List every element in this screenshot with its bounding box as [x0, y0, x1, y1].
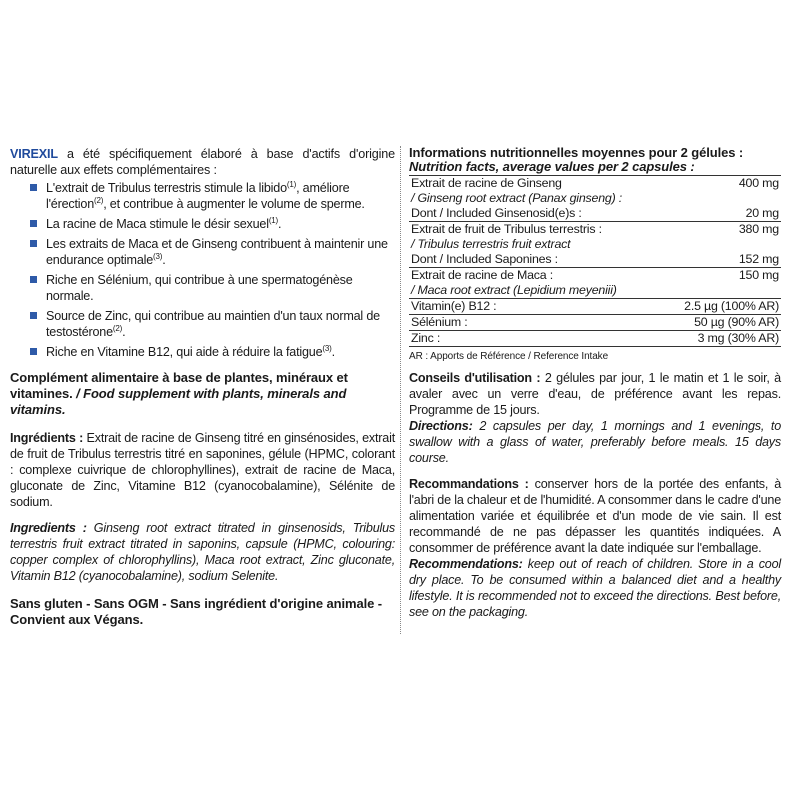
nutrition-value [664, 283, 781, 299]
nutrition-label: Extrait de racine de Ginseng [411, 176, 562, 190]
nutrition-row [409, 283, 781, 299]
benefit-item: La racine de Maca stimule le désir sexuel$^{(1)}$. [30, 216, 395, 232]
nutrition-value: 50 µg (90% AR) [664, 315, 781, 331]
benefit-item: Riche en Vitamine B12, qui aide à réduire la fatigue$^{(3)}$. [30, 344, 395, 360]
benefit-item: L'extrait de Tribulus terrestris stimule la libido$^{(1)}$, améliore l'érection$^{(2)}$, et contribue à augmenter le volume de sperme. [30, 180, 395, 212]
recommendations-fr: Recommandations : conserver hors de la portée des enfants, à l'abri de la chaleur et de l'humidité. A consommer dans le cadre d'une alimentation variée et équilibrée et d'un mode de vie sain. Il est recommandé de ne pas dépasser les quantités indiquées. A consommer de préférence avant la date indiquée sur l'emballage. [409, 477, 781, 555]
right-column [409, 146, 781, 620]
ingredients-fr: Ingrédients : Extrait de racine de Ginseng titré en ginsénosides, extrait de fruit de Tribulus terrestris titré en saponines, gélule (HPMC, colorant : complexe cuivrique de chlorophyllines), extrait de racine de Maca, gluconate de Zinc, Vitamine B12 (cyanocobalamine), Sélénite de sodium. [10, 431, 396, 509]
benefit-item: Les extraits de Maca et de Ginseng contribuent à maintenir une endurance optimale$^{(3)}$. [30, 236, 395, 268]
nutrition-row [409, 268, 781, 284]
nutrition-value: 20 mg [745, 206, 779, 220]
nutrition-row [409, 206, 781, 222]
brand-name: VIREXIL [10, 147, 58, 161]
benefit-item: Source de Zinc, qui contribue au maintien d'un taux normal de testostérone$^{(2)}$. [30, 308, 395, 340]
bullet-square-icon [30, 276, 37, 283]
nutrition-row [409, 315, 781, 331]
nutrition-row [409, 176, 781, 191]
complement-heading: Complément alimentaire à base de plantes, minéraux et vitamines. / Food supplement with plants, minerals and vitamins. [10, 370, 348, 417]
bullet-square-icon [30, 240, 37, 247]
nutrition-title-en: Nutrition facts, average values per 2 capsules : [409, 160, 781, 176]
nutrition-value: 3 mg (30% AR) [664, 331, 781, 347]
nutrition-label: Sélénium : [409, 315, 664, 331]
nutrition-label: / Ginseng root extract (Panax ginseng) : [411, 191, 623, 205]
nutrition-label: Extrait de racine de Maca : [409, 268, 664, 284]
nutrition-row [409, 252, 781, 268]
nutrition-row [409, 237, 781, 252]
bullet-square-icon [30, 220, 37, 227]
usage-fr: Conseils d'utilisation : 2 gélules par jour, 1 le matin et 1 le soir, à avaler avec un verre d'eau, de préférence avant les repas. Programme de 15 jours. [409, 371, 781, 417]
left-column [10, 146, 395, 628]
nutrition-value: 400 mg [738, 176, 779, 190]
nutrition-table [409, 176, 781, 347]
nutrition-label: Vitamin(e) B12 : [409, 299, 664, 315]
benefits-list [10, 180, 395, 360]
nutrition-label: Extrait de fruit de Tribulus terrestris : [409, 222, 664, 238]
nutrition-value [664, 191, 781, 206]
claims-text: Sans gluten - Sans OGM - Sans ingrédient d'origine animale - Convient aux Végans. [10, 596, 382, 627]
nutrition-row [409, 299, 781, 315]
nutrition-label: Dont / Included Saponines : [411, 252, 558, 266]
benefit-item: Riche en Sélénium, qui contribue à une spermatogénèse normale. [30, 272, 395, 304]
nutrition-value: 380 mg [664, 222, 781, 238]
bullet-square-icon [30, 312, 37, 319]
nutrition-row [409, 191, 781, 206]
nutrition-label: / Maca root extract (Lepidium meyeniii) [411, 283, 617, 297]
ingredients-en: Ingredients : Ginseng root extract titrated in ginsenosids, Tribulus terrestris fruit extract titrated in saponins, capsule (HPMC, colouring: copper complex of chlorophyllins), Maca root extract, Zinc gluconate, Vitamin B12 (cyanocobalamine), sodium Selenite. [10, 521, 395, 583]
nutrition-title-fr: Informations nutritionnelles moyennes pour 2 gélules : [409, 145, 744, 160]
nutrition-row [409, 331, 781, 347]
intro-text: VIREXIL a été spécifiquement élaboré à base d'actifs d'origine naturelle aux effets complémentaires : [10, 147, 395, 177]
nutrition-row [409, 222, 781, 238]
nutrition-label: Zinc : [409, 331, 664, 347]
column-divider [400, 146, 401, 634]
reference-intake-note: AR : Apports de Référence / Reference Intake [409, 351, 609, 362]
bullet-square-icon [30, 348, 37, 355]
nutrition-value: 2.5 µg (100% AR) [664, 299, 781, 315]
recommendations-en: Recommendations: keep out of reach of children. Store in a cool dry place. To be consumed within a balanced diet and a healthy lifestyle. It is recommended not to exceed the directions. Best before, see on the packaging. [409, 557, 781, 619]
bullet-square-icon [30, 184, 37, 191]
nutrition-label: Dont / Included Ginsenosid(e)s : [411, 206, 582, 220]
nutrition-value [664, 237, 781, 252]
directions-en: Directions: 2 capsules per day, 1 mornings and 1 evenings, to swallow with a glass of water, preferably before meals. 15 days course. [409, 419, 781, 465]
nutrition-value: 152 mg [738, 252, 779, 266]
nutrition-label: / Tribulus terrestris fruit extract [411, 237, 571, 251]
nutrition-value: 150 mg [664, 268, 781, 284]
